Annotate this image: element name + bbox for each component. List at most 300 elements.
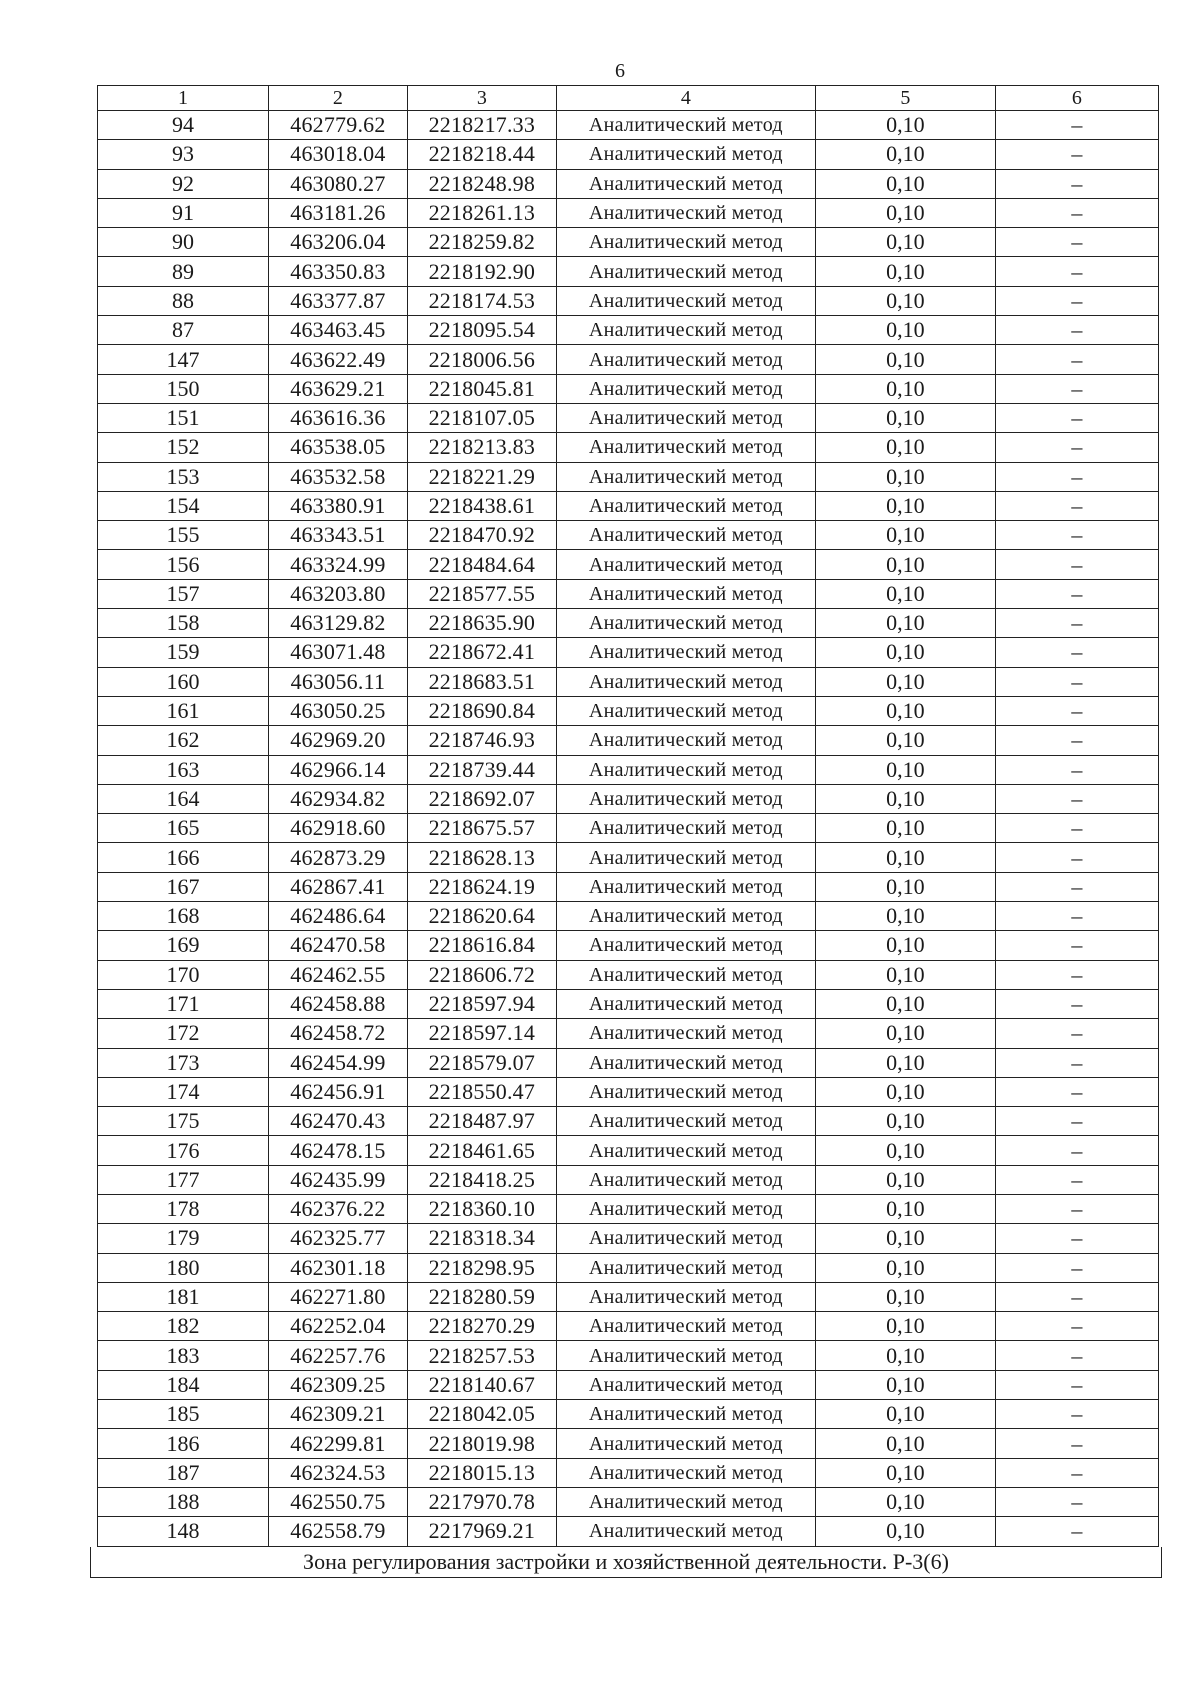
table-row — [98, 1341, 1159, 1370]
table-row — [98, 1136, 1159, 1165]
point-number-cell: 170 — [98, 960, 269, 989]
method-cell: Аналитический метод — [556, 228, 815, 257]
accuracy-cell: 0,10 — [815, 462, 995, 491]
method-cell: Аналитический метод — [556, 872, 815, 901]
accuracy-cell: 0,10 — [815, 1341, 995, 1370]
point-number-cell: 147 — [98, 345, 269, 374]
accuracy-cell: 0,10 — [815, 198, 995, 227]
table-row — [98, 462, 1159, 491]
header-cell-5: 5 — [815, 86, 995, 111]
x-coordinate-cell: 462456.91 — [268, 1077, 407, 1106]
x-coordinate-cell: 463071.48 — [268, 638, 407, 667]
table-row — [98, 111, 1159, 140]
point-number-cell: 173 — [98, 1048, 269, 1077]
note-cell: – — [995, 140, 1158, 169]
table-row — [98, 814, 1159, 843]
method-cell: Аналитический метод — [556, 1429, 815, 1458]
note-cell: – — [995, 1312, 1158, 1341]
method-cell: Аналитический метод — [556, 111, 815, 140]
note-cell: – — [995, 286, 1158, 315]
x-coordinate-cell: 463080.27 — [268, 169, 407, 198]
x-coordinate-cell: 463616.36 — [268, 403, 407, 432]
x-coordinate-cell: 462873.29 — [268, 843, 407, 872]
accuracy-cell: 0,10 — [815, 931, 995, 960]
accuracy-cell: 0,10 — [815, 1224, 995, 1253]
note-cell: – — [995, 609, 1158, 638]
point-number-cell: 186 — [98, 1429, 269, 1458]
accuracy-cell: 0,10 — [815, 1194, 995, 1223]
note-cell: – — [995, 1253, 1158, 1282]
method-cell: Аналитический метод — [556, 462, 815, 491]
note-cell: – — [995, 257, 1158, 286]
table-row — [98, 1312, 1159, 1341]
method-cell: Аналитический метод — [556, 198, 815, 227]
accuracy-cell: 0,10 — [815, 609, 995, 638]
point-number-cell: 151 — [98, 403, 269, 432]
point-number-cell: 167 — [98, 872, 269, 901]
y-coordinate-cell: 2218597.14 — [407, 1019, 556, 1048]
accuracy-cell: 0,10 — [815, 1370, 995, 1399]
y-coordinate-cell: 2218635.90 — [407, 609, 556, 638]
table-row — [98, 1282, 1159, 1311]
table-row — [98, 1107, 1159, 1136]
header-cell-1: 1 — [98, 86, 269, 111]
y-coordinate-cell: 2218577.55 — [407, 579, 556, 608]
method-cell: Аналитический метод — [556, 403, 815, 432]
header-cell-6: 6 — [995, 86, 1158, 111]
table-row — [98, 550, 1159, 579]
x-coordinate-cell: 462779.62 — [268, 111, 407, 140]
note-cell: – — [995, 228, 1158, 257]
y-coordinate-cell: 2218174.53 — [407, 286, 556, 315]
method-cell: Аналитический метод — [556, 521, 815, 550]
table-row — [98, 784, 1159, 813]
method-cell: Аналитический метод — [556, 1194, 815, 1223]
y-coordinate-cell: 2218107.05 — [407, 403, 556, 432]
note-cell: – — [995, 1400, 1158, 1429]
table-row — [98, 345, 1159, 374]
table-row — [98, 1165, 1159, 1194]
point-number-cell: 89 — [98, 257, 269, 286]
accuracy-cell: 0,10 — [815, 1429, 995, 1458]
x-coordinate-cell: 463629.21 — [268, 374, 407, 403]
table-row — [98, 755, 1159, 784]
note-cell: – — [995, 345, 1158, 374]
method-cell: Аналитический метод — [556, 960, 815, 989]
accuracy-cell: 0,10 — [815, 1019, 995, 1048]
x-coordinate-cell: 462966.14 — [268, 755, 407, 784]
y-coordinate-cell: 2218550.47 — [407, 1077, 556, 1106]
method-cell: Аналитический метод — [556, 550, 815, 579]
table-row — [98, 228, 1159, 257]
point-number-cell: 155 — [98, 521, 269, 550]
y-coordinate-cell: 2218616.84 — [407, 931, 556, 960]
point-number-cell: 177 — [98, 1165, 269, 1194]
note-cell: – — [995, 1517, 1158, 1546]
table-row — [98, 1019, 1159, 1048]
note-cell: – — [995, 784, 1158, 813]
point-number-cell: 168 — [98, 902, 269, 931]
method-cell: Аналитический метод — [556, 1341, 815, 1370]
point-number-cell: 175 — [98, 1107, 269, 1136]
header-cell-2: 2 — [268, 86, 407, 111]
x-coordinate-cell: 462325.77 — [268, 1224, 407, 1253]
note-cell: – — [995, 374, 1158, 403]
point-number-cell: 163 — [98, 755, 269, 784]
point-number-cell: 185 — [98, 1400, 269, 1429]
point-number-cell: 188 — [98, 1487, 269, 1516]
accuracy-cell: 0,10 — [815, 872, 995, 901]
table-row — [98, 931, 1159, 960]
note-cell: – — [995, 169, 1158, 198]
y-coordinate-cell: 2218006.56 — [407, 345, 556, 374]
table-row — [98, 521, 1159, 550]
method-cell: Аналитический метод — [556, 1458, 815, 1487]
note-cell: – — [995, 872, 1158, 901]
accuracy-cell: 0,10 — [815, 345, 995, 374]
x-coordinate-cell: 463018.04 — [268, 140, 407, 169]
note-cell: – — [995, 462, 1158, 491]
x-coordinate-cell: 462271.80 — [268, 1282, 407, 1311]
accuracy-cell: 0,10 — [815, 521, 995, 550]
table-row — [98, 609, 1159, 638]
point-number-cell: 94 — [98, 111, 269, 140]
x-coordinate-cell: 462470.43 — [268, 1107, 407, 1136]
point-number-cell: 171 — [98, 989, 269, 1018]
method-cell: Аналитический метод — [556, 374, 815, 403]
note-cell: – — [995, 491, 1158, 520]
x-coordinate-cell: 463538.05 — [268, 433, 407, 462]
point-number-cell: 162 — [98, 726, 269, 755]
y-coordinate-cell: 2218218.44 — [407, 140, 556, 169]
x-coordinate-cell: 463324.99 — [268, 550, 407, 579]
table-row — [98, 1077, 1159, 1106]
method-cell: Аналитический метод — [556, 1282, 815, 1311]
point-number-cell: 180 — [98, 1253, 269, 1282]
x-coordinate-cell: 462462.55 — [268, 960, 407, 989]
y-coordinate-cell: 2218261.13 — [407, 198, 556, 227]
note-cell: – — [995, 550, 1158, 579]
table-row — [98, 257, 1159, 286]
point-number-cell: 159 — [98, 638, 269, 667]
point-number-cell: 87 — [98, 316, 269, 345]
point-number-cell: 93 — [98, 140, 269, 169]
note-cell: – — [995, 755, 1158, 784]
x-coordinate-cell: 463350.83 — [268, 257, 407, 286]
note-cell: – — [995, 403, 1158, 432]
y-coordinate-cell: 2218360.10 — [407, 1194, 556, 1223]
method-cell: Аналитический метод — [556, 257, 815, 286]
y-coordinate-cell: 2218746.93 — [407, 726, 556, 755]
x-coordinate-cell: 462376.22 — [268, 1194, 407, 1223]
note-cell: – — [995, 1370, 1158, 1399]
y-coordinate-cell: 2218597.94 — [407, 989, 556, 1018]
table-row — [98, 1194, 1159, 1223]
x-coordinate-cell: 462867.41 — [268, 872, 407, 901]
method-cell: Аналитический метод — [556, 814, 815, 843]
point-number-cell: 156 — [98, 550, 269, 579]
x-coordinate-cell: 463056.11 — [268, 667, 407, 696]
table-row — [98, 433, 1159, 462]
method-cell: Аналитический метод — [556, 491, 815, 520]
y-coordinate-cell: 2218280.59 — [407, 1282, 556, 1311]
accuracy-cell: 0,10 — [815, 755, 995, 784]
method-cell: Аналитический метод — [556, 667, 815, 696]
y-coordinate-cell: 2218221.29 — [407, 462, 556, 491]
table-row — [98, 1458, 1159, 1487]
table-row — [98, 1224, 1159, 1253]
accuracy-cell: 0,10 — [815, 403, 995, 432]
table-row — [98, 169, 1159, 198]
x-coordinate-cell: 462309.21 — [268, 1400, 407, 1429]
note-cell: – — [995, 667, 1158, 696]
y-coordinate-cell: 2218019.98 — [407, 1429, 556, 1458]
note-cell: – — [995, 726, 1158, 755]
method-cell: Аналитический метод — [556, 1019, 815, 1048]
method-cell: Аналитический метод — [556, 1253, 815, 1282]
y-coordinate-cell: 2218095.54 — [407, 316, 556, 345]
method-cell: Аналитический метод — [556, 579, 815, 608]
note-cell: – — [995, 1194, 1158, 1223]
y-coordinate-cell: 2218461.65 — [407, 1136, 556, 1165]
method-cell: Аналитический метод — [556, 140, 815, 169]
x-coordinate-cell: 462309.25 — [268, 1370, 407, 1399]
point-number-cell: 178 — [98, 1194, 269, 1223]
point-number-cell: 91 — [98, 198, 269, 227]
accuracy-cell: 0,10 — [815, 1048, 995, 1077]
accuracy-cell: 0,10 — [815, 1312, 995, 1341]
x-coordinate-cell: 462470.58 — [268, 931, 407, 960]
method-cell: Аналитический метод — [556, 1517, 815, 1546]
y-coordinate-cell: 2218318.34 — [407, 1224, 556, 1253]
accuracy-cell: 0,10 — [815, 726, 995, 755]
point-number-cell: 183 — [98, 1341, 269, 1370]
accuracy-cell: 0,10 — [815, 550, 995, 579]
accuracy-cell: 0,10 — [815, 843, 995, 872]
x-coordinate-cell: 462478.15 — [268, 1136, 407, 1165]
table-row — [98, 1048, 1159, 1077]
y-coordinate-cell: 2218672.41 — [407, 638, 556, 667]
table-row — [98, 286, 1159, 315]
method-cell: Аналитический метод — [556, 1224, 815, 1253]
x-coordinate-cell: 463129.82 — [268, 609, 407, 638]
x-coordinate-cell: 462299.81 — [268, 1429, 407, 1458]
accuracy-cell: 0,10 — [815, 579, 995, 608]
y-coordinate-cell: 2218484.64 — [407, 550, 556, 579]
table-row — [98, 1370, 1159, 1399]
method-cell: Аналитический метод — [556, 1165, 815, 1194]
table-row — [98, 403, 1159, 432]
y-coordinate-cell: 2218298.95 — [407, 1253, 556, 1282]
point-number-cell: 158 — [98, 609, 269, 638]
note-cell: – — [995, 696, 1158, 725]
y-coordinate-cell: 2218192.90 — [407, 257, 556, 286]
method-cell: Аналитический метод — [556, 931, 815, 960]
accuracy-cell: 0,10 — [815, 667, 995, 696]
note-cell: – — [995, 1282, 1158, 1311]
y-coordinate-cell: 2218675.57 — [407, 814, 556, 843]
note-cell: – — [995, 433, 1158, 462]
accuracy-cell: 0,10 — [815, 784, 995, 813]
note-cell: – — [995, 960, 1158, 989]
note-cell: – — [995, 1077, 1158, 1106]
x-coordinate-cell: 462969.20 — [268, 726, 407, 755]
x-coordinate-cell: 463050.25 — [268, 696, 407, 725]
point-number-cell: 172 — [98, 1019, 269, 1048]
method-cell: Аналитический метод — [556, 989, 815, 1018]
table-row — [98, 989, 1159, 1018]
table-row — [98, 726, 1159, 755]
accuracy-cell: 0,10 — [815, 902, 995, 931]
note-cell: – — [995, 1107, 1158, 1136]
point-number-cell: 166 — [98, 843, 269, 872]
method-cell: Аналитический метод — [556, 286, 815, 315]
note-cell: – — [995, 843, 1158, 872]
table-row — [98, 491, 1159, 520]
x-coordinate-cell: 462550.75 — [268, 1487, 407, 1516]
point-number-cell: 176 — [98, 1136, 269, 1165]
method-cell: Аналитический метод — [556, 784, 815, 813]
table-row — [98, 1400, 1159, 1429]
y-coordinate-cell: 2218438.61 — [407, 491, 556, 520]
table-row — [98, 140, 1159, 169]
table-row — [98, 1253, 1159, 1282]
point-number-cell: 161 — [98, 696, 269, 725]
note-cell: – — [995, 1341, 1158, 1370]
y-coordinate-cell: 2218015.13 — [407, 1458, 556, 1487]
x-coordinate-cell: 462558.79 — [268, 1517, 407, 1546]
point-number-cell: 153 — [98, 462, 269, 491]
table-row — [98, 1517, 1159, 1546]
y-coordinate-cell: 2218042.05 — [407, 1400, 556, 1429]
x-coordinate-cell: 462486.64 — [268, 902, 407, 931]
note-cell: – — [995, 521, 1158, 550]
method-cell: Аналитический метод — [556, 1400, 815, 1429]
point-number-cell: 154 — [98, 491, 269, 520]
method-cell: Аналитический метод — [556, 755, 815, 784]
point-number-cell: 164 — [98, 784, 269, 813]
x-coordinate-cell: 462301.18 — [268, 1253, 407, 1282]
accuracy-cell: 0,10 — [815, 286, 995, 315]
table-header-row — [98, 86, 1159, 111]
y-coordinate-cell: 2218628.13 — [407, 843, 556, 872]
x-coordinate-cell: 463343.51 — [268, 521, 407, 550]
method-cell: Аналитический метод — [556, 1370, 815, 1399]
method-cell: Аналитический метод — [556, 169, 815, 198]
note-cell: – — [995, 931, 1158, 960]
method-cell: Аналитический метод — [556, 433, 815, 462]
method-cell: Аналитический метод — [556, 1048, 815, 1077]
note-cell: – — [995, 1019, 1158, 1048]
y-coordinate-cell: 2218213.83 — [407, 433, 556, 462]
y-coordinate-cell: 2218257.53 — [407, 1341, 556, 1370]
y-coordinate-cell: 2218248.98 — [407, 169, 556, 198]
x-coordinate-cell: 463380.91 — [268, 491, 407, 520]
y-coordinate-cell: 2218270.29 — [407, 1312, 556, 1341]
accuracy-cell: 0,10 — [815, 1517, 995, 1546]
x-coordinate-cell: 463206.04 — [268, 228, 407, 257]
accuracy-cell: 0,10 — [815, 1282, 995, 1311]
y-coordinate-cell: 2217969.21 — [407, 1517, 556, 1546]
table-row — [98, 316, 1159, 345]
point-number-cell: 184 — [98, 1370, 269, 1399]
accuracy-cell: 0,10 — [815, 1165, 995, 1194]
point-number-cell: 88 — [98, 286, 269, 315]
table-row — [98, 198, 1159, 227]
note-cell: – — [995, 638, 1158, 667]
accuracy-cell: 0,10 — [815, 1487, 995, 1516]
y-coordinate-cell: 2218418.25 — [407, 1165, 556, 1194]
method-cell: Аналитический метод — [556, 316, 815, 345]
accuracy-cell: 0,10 — [815, 1136, 995, 1165]
point-number-cell: 165 — [98, 814, 269, 843]
y-coordinate-cell: 2218487.97 — [407, 1107, 556, 1136]
y-coordinate-cell: 2218739.44 — [407, 755, 556, 784]
method-cell: Аналитический метод — [556, 1077, 815, 1106]
method-cell: Аналитический метод — [556, 696, 815, 725]
point-number-cell: 174 — [98, 1077, 269, 1106]
y-coordinate-cell: 2218579.07 — [407, 1048, 556, 1077]
method-cell: Аналитический метод — [556, 638, 815, 667]
note-cell: – — [995, 198, 1158, 227]
zone-caption: Зона регулирования застройки и хозяйственной деятельности. Р-3(6) — [90, 1547, 1162, 1578]
x-coordinate-cell: 463377.87 — [268, 286, 407, 315]
note-cell: – — [995, 579, 1158, 608]
point-number-cell: 152 — [98, 433, 269, 462]
method-cell: Аналитический метод — [556, 726, 815, 755]
point-number-cell: 150 — [98, 374, 269, 403]
y-coordinate-cell: 2218620.64 — [407, 902, 556, 931]
note-cell: – — [995, 814, 1158, 843]
table-row — [98, 872, 1159, 901]
x-coordinate-cell: 463532.58 — [268, 462, 407, 491]
table-body — [98, 86, 1159, 1547]
accuracy-cell: 0,10 — [815, 814, 995, 843]
x-coordinate-cell: 462252.04 — [268, 1312, 407, 1341]
note-cell: – — [995, 1165, 1158, 1194]
point-number-cell: 92 — [98, 169, 269, 198]
note-cell: – — [995, 1487, 1158, 1516]
y-coordinate-cell: 2218683.51 — [407, 667, 556, 696]
note-cell: – — [995, 902, 1158, 931]
coordinates-table — [97, 85, 1159, 1547]
table-row — [98, 579, 1159, 608]
x-coordinate-cell: 462918.60 — [268, 814, 407, 843]
x-coordinate-cell: 462934.82 — [268, 784, 407, 813]
x-coordinate-cell: 463181.26 — [268, 198, 407, 227]
x-coordinate-cell: 463203.80 — [268, 579, 407, 608]
table-row — [98, 696, 1159, 725]
note-cell: – — [995, 1458, 1158, 1487]
method-cell: Аналитический метод — [556, 1136, 815, 1165]
point-number-cell: 169 — [98, 931, 269, 960]
accuracy-cell: 0,10 — [815, 989, 995, 1018]
x-coordinate-cell: 462324.53 — [268, 1458, 407, 1487]
accuracy-cell: 0,10 — [815, 491, 995, 520]
header-cell-4: 4 — [556, 86, 815, 111]
y-coordinate-cell: 2218217.33 — [407, 111, 556, 140]
accuracy-cell: 0,10 — [815, 316, 995, 345]
point-number-cell: 90 — [98, 228, 269, 257]
y-coordinate-cell: 2218045.81 — [407, 374, 556, 403]
point-number-cell: 148 — [98, 1517, 269, 1546]
method-cell: Аналитический метод — [556, 1487, 815, 1516]
x-coordinate-cell: 463622.49 — [268, 345, 407, 374]
x-coordinate-cell: 462458.88 — [268, 989, 407, 1018]
point-number-cell: 182 — [98, 1312, 269, 1341]
accuracy-cell: 0,10 — [815, 1253, 995, 1282]
x-coordinate-cell: 462454.99 — [268, 1048, 407, 1077]
